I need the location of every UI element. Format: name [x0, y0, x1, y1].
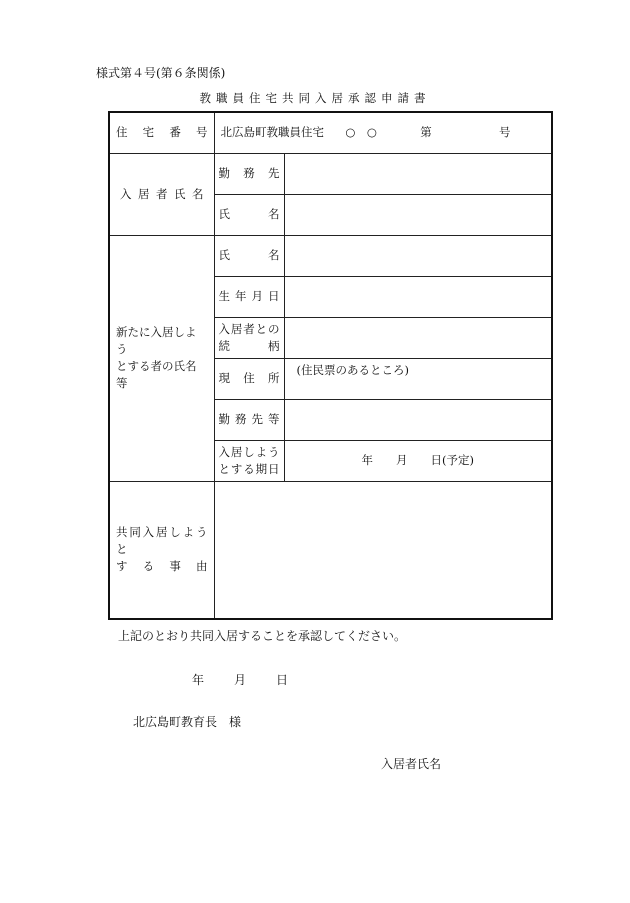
new-resident-label-cell: [109, 235, 214, 481]
application-date: 年 月 日: [192, 673, 291, 687]
reason-field[interactable]: [214, 481, 552, 619]
document-title: 教職員住宅共同入居承認申請書: [199, 91, 431, 105]
housing-number-value: [214, 112, 552, 153]
move-in-label-line2: とする期日: [218, 461, 280, 476]
resident-name-field[interactable]: [284, 194, 552, 235]
resident-workplace-field[interactable]: [284, 153, 552, 194]
resident-workplace-label: 勤務先: [218, 166, 280, 180]
approval-request-note: 上記のとおり共同入居することを承認してください。: [118, 629, 407, 643]
applicant-name-label: 入居者氏名: [381, 757, 442, 771]
relationship-label-line2: 続柄: [218, 338, 280, 353]
move-in-date: 年 月 日(予定): [361, 453, 474, 467]
move-in-date-field[interactable]: [284, 440, 552, 481]
move-in-label-cell: [214, 440, 284, 481]
workplace-etc-label: 勤務先等: [218, 412, 280, 426]
housing-number-row: [109, 112, 552, 153]
relationship-label-cell: [214, 317, 284, 358]
housing-prefix: 北広島町教職員住宅: [220, 125, 324, 140]
new-name-label-cell: [214, 235, 284, 276]
new-name-row: [109, 235, 552, 276]
address-label-cell: [214, 358, 284, 399]
relationship-field[interactable]: [284, 317, 552, 358]
housing-dai: 第: [420, 125, 432, 140]
housing-go: 号: [499, 125, 511, 140]
workplace-etc-label-cell: [214, 399, 284, 440]
resident-label-cell: [109, 153, 214, 235]
housing-number-label-cell: [109, 112, 214, 153]
reason-label-cell: [109, 481, 214, 619]
birthdate-label-cell: [214, 276, 284, 317]
new-name-field[interactable]: [284, 235, 552, 276]
reason-label-line1: 共同入居しようと: [116, 525, 208, 557]
form-number: 様式第４号(第６条関係): [96, 66, 226, 80]
housing-circles: ○ ○: [345, 125, 377, 140]
addressee: 北広島町教育長 様: [133, 715, 242, 729]
new-resident-label-line2: とする者の氏名等: [116, 359, 197, 390]
application-form-table: [108, 111, 553, 620]
new-name-label: 氏名: [218, 248, 280, 262]
address-label: 現住所: [218, 371, 280, 385]
resident-label: 入居者氏名: [120, 186, 204, 201]
resident-workplace-row: [109, 153, 552, 194]
address-note: (住民票のあるところ): [296, 362, 409, 377]
new-resident-label-line1: 新たに入居しよう: [116, 325, 197, 356]
relationship-label-line1: 入居者との: [218, 321, 280, 336]
resident-name-label-cell: [214, 194, 284, 235]
birthdate-field[interactable]: [284, 276, 552, 317]
reason-row: [109, 481, 552, 619]
housing-number-label: 住宅番号: [116, 125, 208, 140]
birthdate-label: 生年月日: [218, 289, 280, 303]
address-field[interactable]: [284, 358, 552, 399]
resident-name-label: 氏名: [218, 207, 280, 221]
reason-label-line2: する事由: [116, 559, 208, 574]
workplace-etc-field[interactable]: [284, 399, 552, 440]
resident-workplace-label-cell: [214, 153, 284, 194]
move-in-label-line1: 入居しよう: [218, 444, 280, 459]
